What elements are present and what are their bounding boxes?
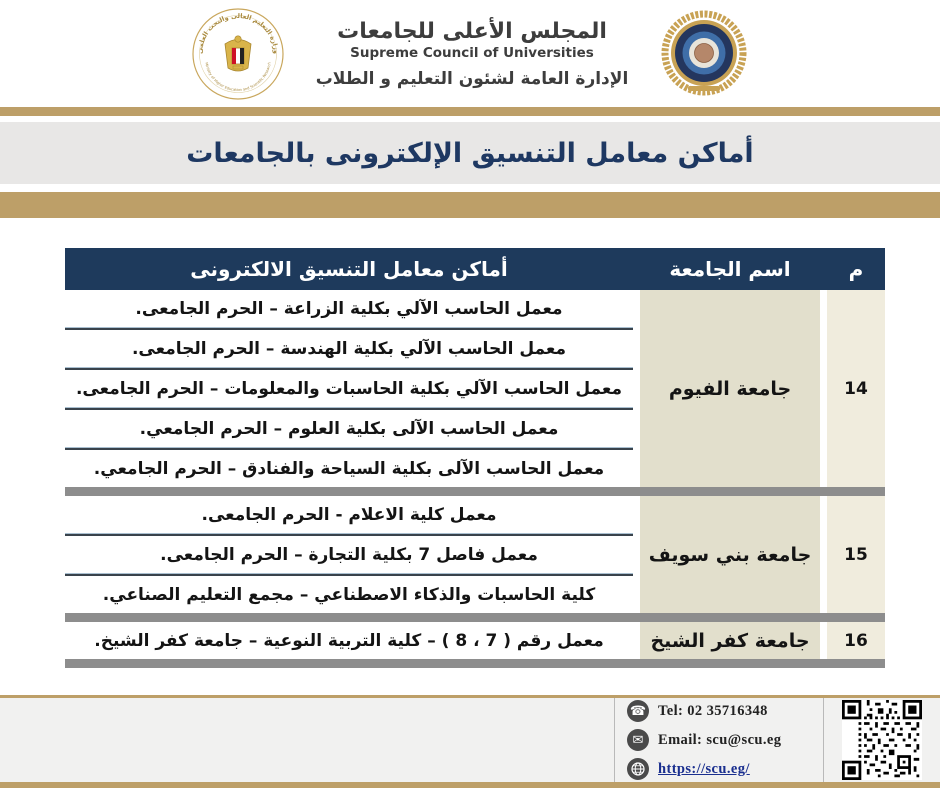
labs-table (65, 248, 885, 668)
contact-row-email (627, 728, 817, 753)
column-header-locations: أماكن معامل التنسيق الالكترونى (190, 257, 508, 281)
column-gap (820, 290, 827, 487)
gold-divider-top (0, 107, 940, 116)
phone-icon: ☎ (627, 700, 649, 722)
org-name-english: Supreme Council of Universities (350, 44, 594, 61)
page-title: أماكن معامل التنسيق الإلكترونى بالجامعات (186, 137, 754, 169)
footer-spacer (0, 698, 614, 782)
title-band (0, 122, 940, 184)
qr-code (842, 700, 922, 780)
column-header-number: م (848, 257, 864, 281)
seal-arc-bottom-text: Ministry of Higher Education and Scientific Research (204, 61, 272, 92)
column-gap (633, 622, 640, 659)
qr-code-container (824, 698, 940, 782)
footer-gold-bottom-bar (0, 782, 940, 788)
table-row: معمل فاصل 7 بكلية التجارة – الحرم الجامعى. (65, 536, 633, 573)
row-number-cell: 14 (827, 290, 885, 487)
ministry-seal-icon (192, 8, 284, 100)
column-gap (820, 622, 827, 659)
page-footer (0, 695, 940, 788)
column-header-university: اسم الجامعة (669, 257, 791, 281)
table-bottom-bar (65, 659, 885, 668)
page-header (0, 0, 940, 107)
email-text (658, 732, 781, 749)
section-separator (65, 487, 885, 496)
email-value: scu@scu.eg (706, 731, 782, 748)
table-section-beni-suef (65, 496, 885, 613)
locations-column (65, 496, 633, 613)
table-row: كلية الحاسبات والذكاء الاصطناعي – مجمع التعليم الصناعي. (65, 576, 633, 613)
column-gap (633, 290, 640, 487)
contact-row-website (627, 757, 817, 782)
table-row: معمل الحاسب الآلى بكلية السياحة والفنادق – الحرم الجامعي. (65, 450, 633, 487)
tel-text (658, 703, 768, 720)
locations-column (65, 290, 633, 487)
seal-arc-top-text: وزارة التعليم العالى والبحث العلمى (195, 11, 280, 54)
column-gap (820, 496, 827, 613)
table-row: معمل الحاسب الآلى بكلية العلوم – الحرم الجامعي. (65, 410, 633, 447)
university-name-cell: جامعة بني سويف (640, 496, 820, 613)
org-title-block (316, 19, 629, 89)
department-name-arabic: الإدارة العامة لشئون التعليم و الطلاب (315, 68, 629, 89)
footer-band (0, 698, 940, 782)
table-row: معمل كلية الاعلام - الحرم الجامعى. (65, 496, 633, 533)
scu-emblem-icon (660, 10, 748, 98)
table-row: معمل رقم ( 7 ، 8 ) – كلية التربية النوعية – جامعة كفر الشيخ. (65, 622, 633, 659)
gold-divider-thick (0, 192, 940, 218)
org-name-arabic: المجلس الأعلى للجامعات (337, 18, 607, 44)
tel-label: Tel: (658, 702, 684, 719)
globe-icon (627, 758, 649, 780)
tel-value: 02 35716348 (687, 702, 768, 719)
row-number-cell: 16 (827, 622, 885, 659)
table-row: معمل الحاسب الآلي بكلية الحاسبات والمعلومات – الحرم الجامعى. (65, 370, 633, 407)
table-row: معمل الحاسب الآلي بكلية الهندسة – الحرم الجامعى. (65, 330, 633, 367)
locations-column (65, 622, 633, 659)
email-icon: ✉ (627, 729, 649, 751)
row-number-cell: 15 (827, 496, 885, 613)
table-row: معمل الحاسب الآلي بكلية الزراعة – الحرم الجامعى. (65, 290, 633, 327)
section-separator (65, 613, 885, 622)
university-name-cell: جامعة كفر الشيخ (640, 622, 820, 659)
website-link[interactable]: https://scu.eg/ (658, 760, 750, 777)
table-section-fayoum (65, 290, 885, 487)
email-label: Email: (658, 731, 703, 748)
table-section-kafr-elsheikh (65, 622, 885, 659)
contact-block (615, 698, 823, 782)
column-gap (633, 496, 640, 613)
university-name-cell: جامعة الفيوم (640, 290, 820, 487)
table-header-row (65, 248, 885, 290)
contact-row-tel (627, 699, 817, 724)
